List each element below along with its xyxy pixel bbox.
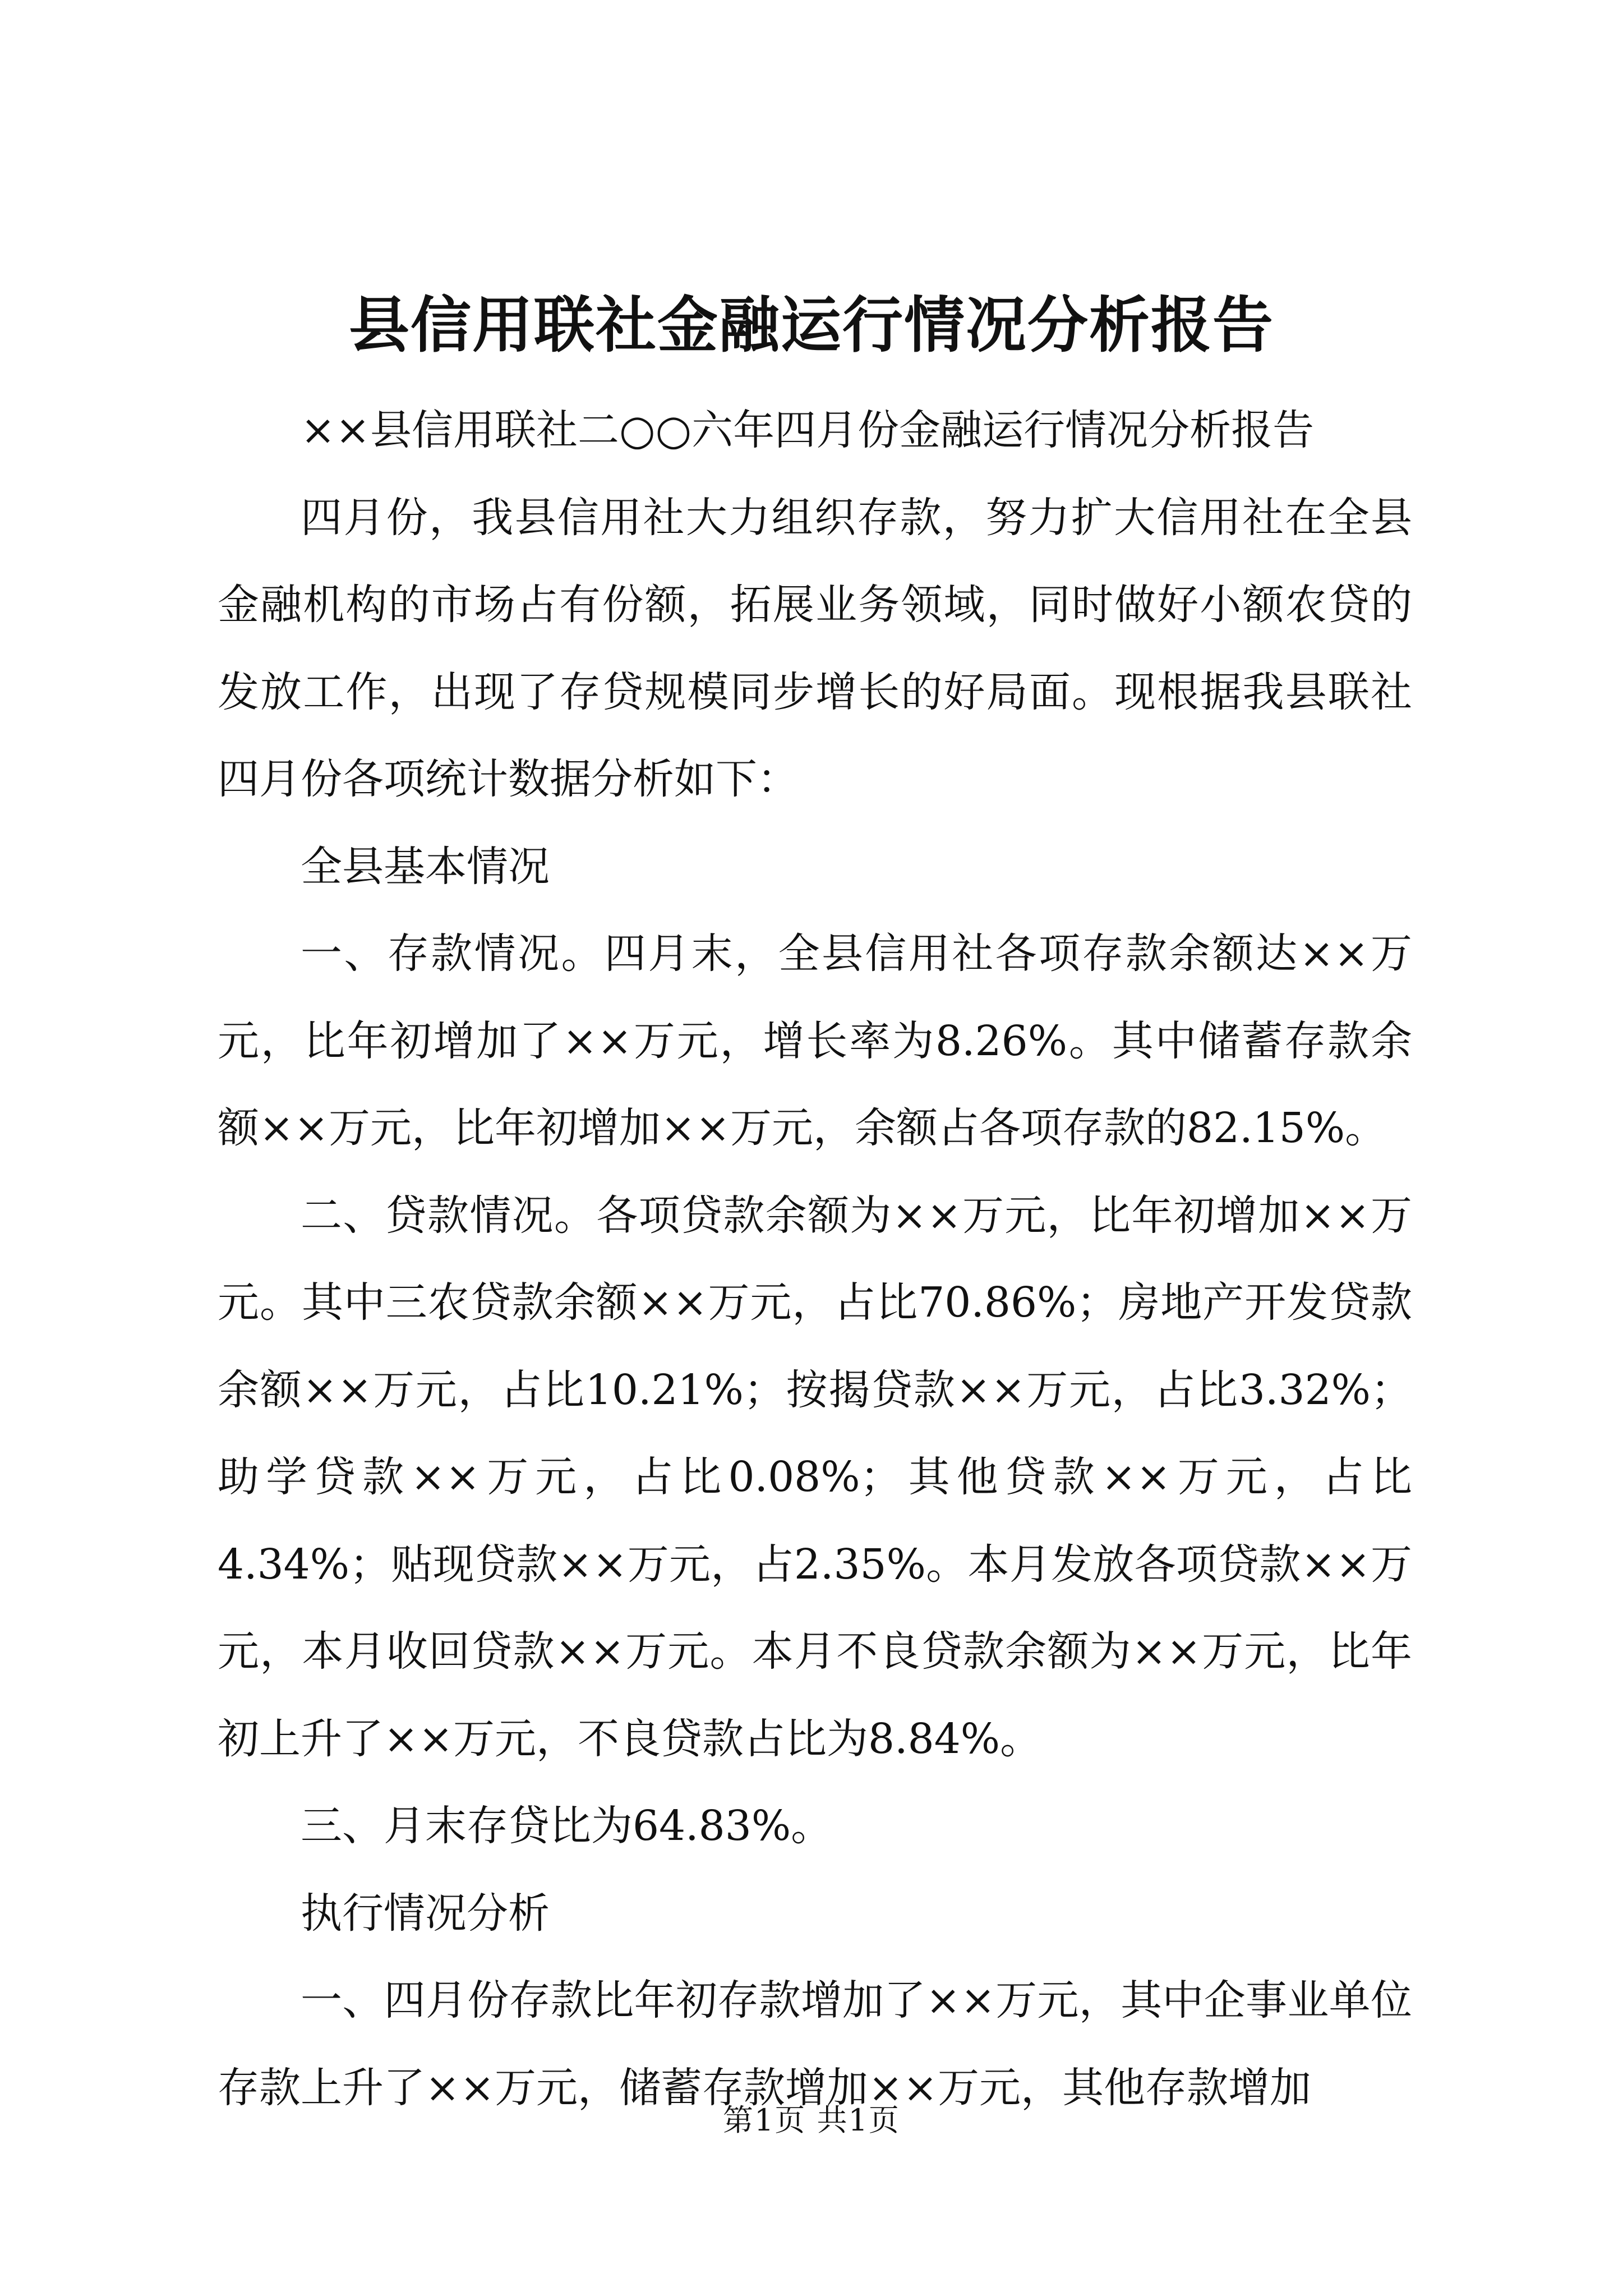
section-heading-analysis: 执行情况分析 [301, 1889, 550, 1938]
paragraph-subtitle: ××县信用联社二○○六年四月份金融运行情况分析报告 [301, 406, 1315, 454]
document-title: 县信用联社金融运行情况分析报告 [348, 290, 1274, 361]
paragraph-analysis-deposits: 一、四月份存款比年初存款增加了××万元，其中企事业单位存款上升了××万元，储蓄存款增加××万元，其他存款增加 [218, 1976, 1412, 2112]
paragraph-deposits: 一、存款情况。四月末，全县信用社各项存款余额达××万元，比年初增加了××万元，增长率为8.26%。其中储蓄存款余额××万元，比年初增加××万元，余额占各项存款的82.15%。 [218, 930, 1412, 1152]
document-body [218, 387, 1412, 2132]
paragraph-loans: 二、贷款情况。各项贷款余额为××万元，比年初增加××万元。其中三农贷款余额××万元，占比70.86%；房地产开发贷款余额××万元，占比10.21%；按揭贷款××万元，占比3.32%；助学贷款××万元，占比0.08%；其他贷款××万元，占比4.34%；贴现贷款××万元，占2.35%。本月发放各项贷款××万元，本月收回贷款××万元。本月不良贷款余额为××万元，比年初上升了××万元，不良贷款占比为8.84%。 [218, 1191, 1412, 1763]
paragraph-ratio: 三、月末存贷比为64.83%。 [301, 1802, 833, 1850]
paragraph-intro: 四月份，我县信用社大力组织存款，努力扩大信用社在全县金融机构的市场占有份额，拓展业务领域，同时做好小额农贷的发放工作，出现了存贷规模同步增长的好局面。现根据我县联社四月份各项统计数据分析如下： [218, 493, 1412, 803]
page-footer: 第1页 共1页 [723, 2102, 900, 2138]
section-heading-basic: 全县基本情况 [301, 842, 550, 891]
